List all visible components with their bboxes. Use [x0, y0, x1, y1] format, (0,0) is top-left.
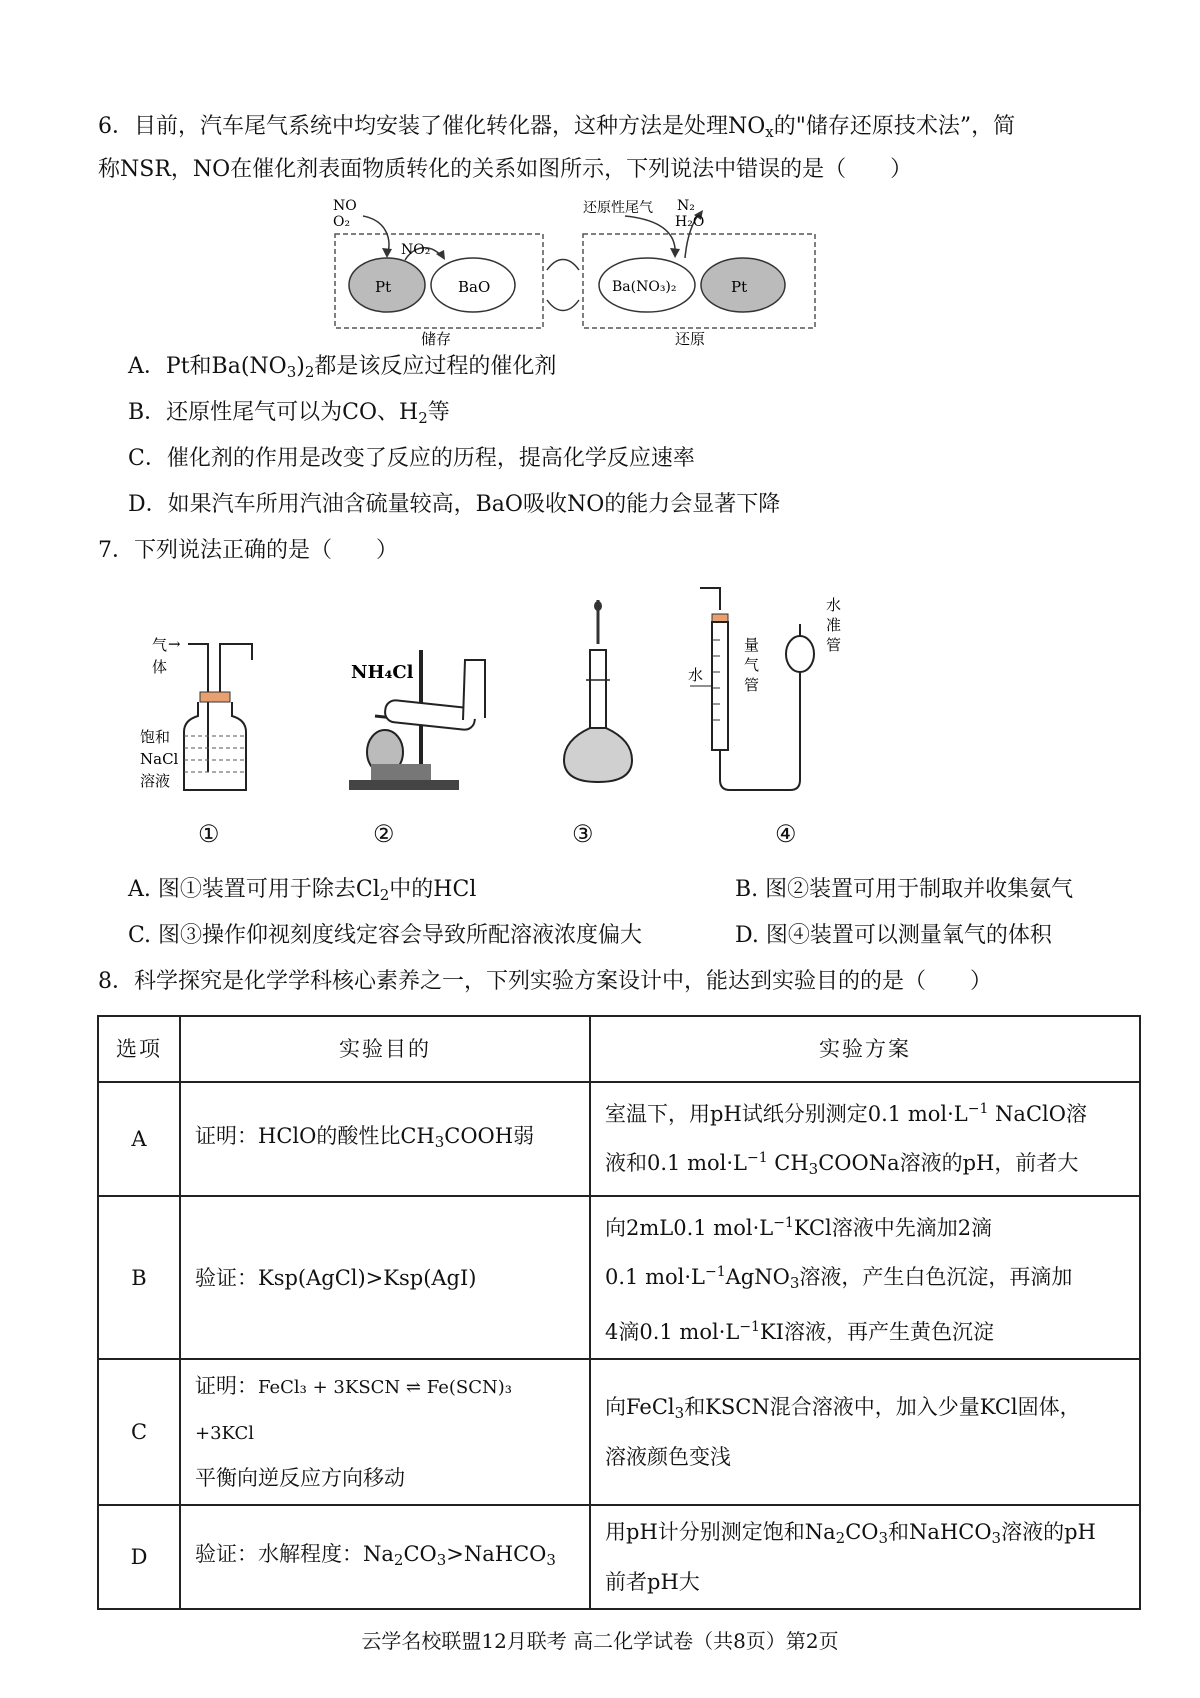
- row-b-goal: 验证：Ksp(AgCl)>Ksp(AgI): [180, 1196, 590, 1359]
- reduce-gas-label: 还原性尾气: [583, 200, 653, 216]
- q7-stem: 7．下列说法正确的是（ ）: [98, 538, 398, 563]
- q7-option-b: B. 图②装置可用于制取并收集氨气: [735, 877, 1074, 902]
- row-a-option: A: [98, 1082, 180, 1196]
- row-c-plan: 向FeCl$_3$和KSCN混合溶液中，加入少量KCl固体， 溶液颜色变浅: [590, 1359, 1140, 1505]
- row-b-plan: 向2mL0.1 $mol\cdot L^{-1}KCl$溶液中先滴加2滴 0.1 $mol\cdot L^{-1}AgNO_3$溶液，产生白色沉淀，再滴加 4滴0.1 $mol\cdot L^{-1}KI$溶液，再产生黄色沉淀: [590, 1196, 1140, 1359]
- svg-text:NH₄Cl: NH₄Cl: [351, 662, 414, 683]
- svg-text:体: 体: [152, 658, 168, 676]
- bano3-label: Ba(NO₃)₂: [612, 279, 677, 295]
- pt-left-label: Pt: [375, 278, 392, 296]
- svg-text:准: 准: [826, 616, 842, 634]
- svg-text:→: →: [168, 635, 181, 653]
- q6-option-a: A．Pt和$Ba(NO_3)_2$都是该反应过程的催化剂: [128, 354, 557, 381]
- page-footer: 云学名校联盟12月联考 高二化学试卷（共8页）第2页: [361, 1629, 839, 1653]
- table-row-c: [98, 1359, 1140, 1505]
- nsr-diagram: [325, 198, 825, 348]
- header-option: 选项: [98, 1016, 180, 1082]
- row-d-goal: 验证：水解程度：$Na_2CO_3>NaHCO_3$: [180, 1505, 590, 1609]
- marker-4: ④: [775, 820, 797, 848]
- q6-option-d: D．如果汽车所用汽油含硫量较高，BaO吸收NO的能力会显著下降: [128, 492, 781, 517]
- store-label: 储存: [421, 330, 452, 348]
- no-label: NO: [333, 198, 357, 214]
- marker-2: ②: [373, 820, 395, 848]
- row-b-option: B: [98, 1196, 180, 1359]
- fig3-volumetric-flask: [560, 600, 630, 790]
- header-plan: 实验方案: [590, 1016, 1140, 1082]
- fig2-nh4cl-heating-apparatus: [345, 640, 515, 800]
- pt-right-label: Pt: [731, 278, 748, 296]
- svg-text:饱和: 饱和: [140, 728, 171, 746]
- marker-3: ③: [572, 820, 594, 848]
- svg-text:水: 水: [688, 666, 704, 684]
- svg-text:溶液: 溶液: [140, 772, 171, 790]
- h2o-label: H₂O: [675, 214, 705, 230]
- row-c-option: C: [98, 1359, 180, 1505]
- svg-text:气: 气: [152, 636, 168, 654]
- row-a-goal: 证明：HClO的酸性比$CH_3COOH$弱: [180, 1082, 590, 1196]
- bao-label: BaO: [458, 278, 491, 296]
- q6-stem-line1: 6．目前，汽车尾气系统中均安装了催化转化器，这种方法是处理$NO_x$的"储存还原技术法”，简: [98, 114, 1016, 141]
- table-row-d: [98, 1505, 1140, 1609]
- no2-label: NO₂: [401, 242, 431, 258]
- header-goal: 实验目的: [180, 1016, 590, 1082]
- table-row-a: [98, 1082, 1140, 1196]
- q6-option-b: B．还原性尾气可以为CO、$H_2$等: [128, 400, 450, 427]
- table-header-row: [98, 1016, 1140, 1082]
- svg-text:NaCl: NaCl: [140, 750, 179, 768]
- q7-option-c: C. 图③操作仰视刻度线定容会导致所配溶液浓度偏大: [128, 923, 643, 948]
- table-row-b: [98, 1196, 1140, 1359]
- svg-text:气: 气: [744, 656, 760, 674]
- n2-label: N₂: [677, 198, 695, 214]
- equilibrium-equation: FeCl₃ + 3KSCN ⇌ Fe(SCN)₃ +3KCl: [195, 1377, 512, 1444]
- q6-stem-line2: 称NSR，NO在催化剂表面物质转化的关系如图所示，下列说法中错误的是（ ）: [98, 157, 913, 182]
- reduce-label: 还原: [675, 330, 706, 348]
- fig1-gas-washing-bottle: [140, 632, 270, 802]
- svg-text:水: 水: [826, 596, 842, 614]
- q7-option-a: A. 图①装置可用于除去$Cl_2$中的HCl: [128, 877, 477, 904]
- row-c-goal: 证明：FeCl₃ + 3KSCN ⇌ Fe(SCN)₃ +3KCl 平衡向逆反应方向移动: [180, 1359, 590, 1505]
- o2-label: O₂: [333, 214, 351, 230]
- row-a-plan: 室温下，用pH试纸分别测定0.1 $mol\cdot L^{-1}$ NaClO溶 液和0.1 $mol\cdot L^{-1}$ $CH_3COONa$溶液的pH，前者大: [590, 1082, 1140, 1196]
- fig4-gas-measuring-tube: [690, 580, 860, 800]
- svg-text:量: 量: [744, 636, 760, 654]
- row-d-plan: 用pH计分别测定饱和$Na_2CO_3$和NaHCO$_3$溶液的pH 前者pH大: [590, 1505, 1140, 1609]
- marker-1: ①: [198, 820, 220, 848]
- experiment-table: [97, 1015, 1141, 1610]
- q6-option-c: C．催化剂的作用是改变了反应的历程，提高化学反应速率: [128, 446, 695, 471]
- q8-stem: 8．科学探究是化学学科核心素养之一，下列实验方案设计中，能达到实验目的的是（ ）: [98, 969, 993, 994]
- svg-text:管: 管: [826, 636, 842, 654]
- q7-option-d: D. 图④装置可以测量氧气的体积: [735, 923, 1052, 948]
- row-d-option: D: [98, 1505, 180, 1609]
- svg-text:管: 管: [744, 676, 760, 694]
